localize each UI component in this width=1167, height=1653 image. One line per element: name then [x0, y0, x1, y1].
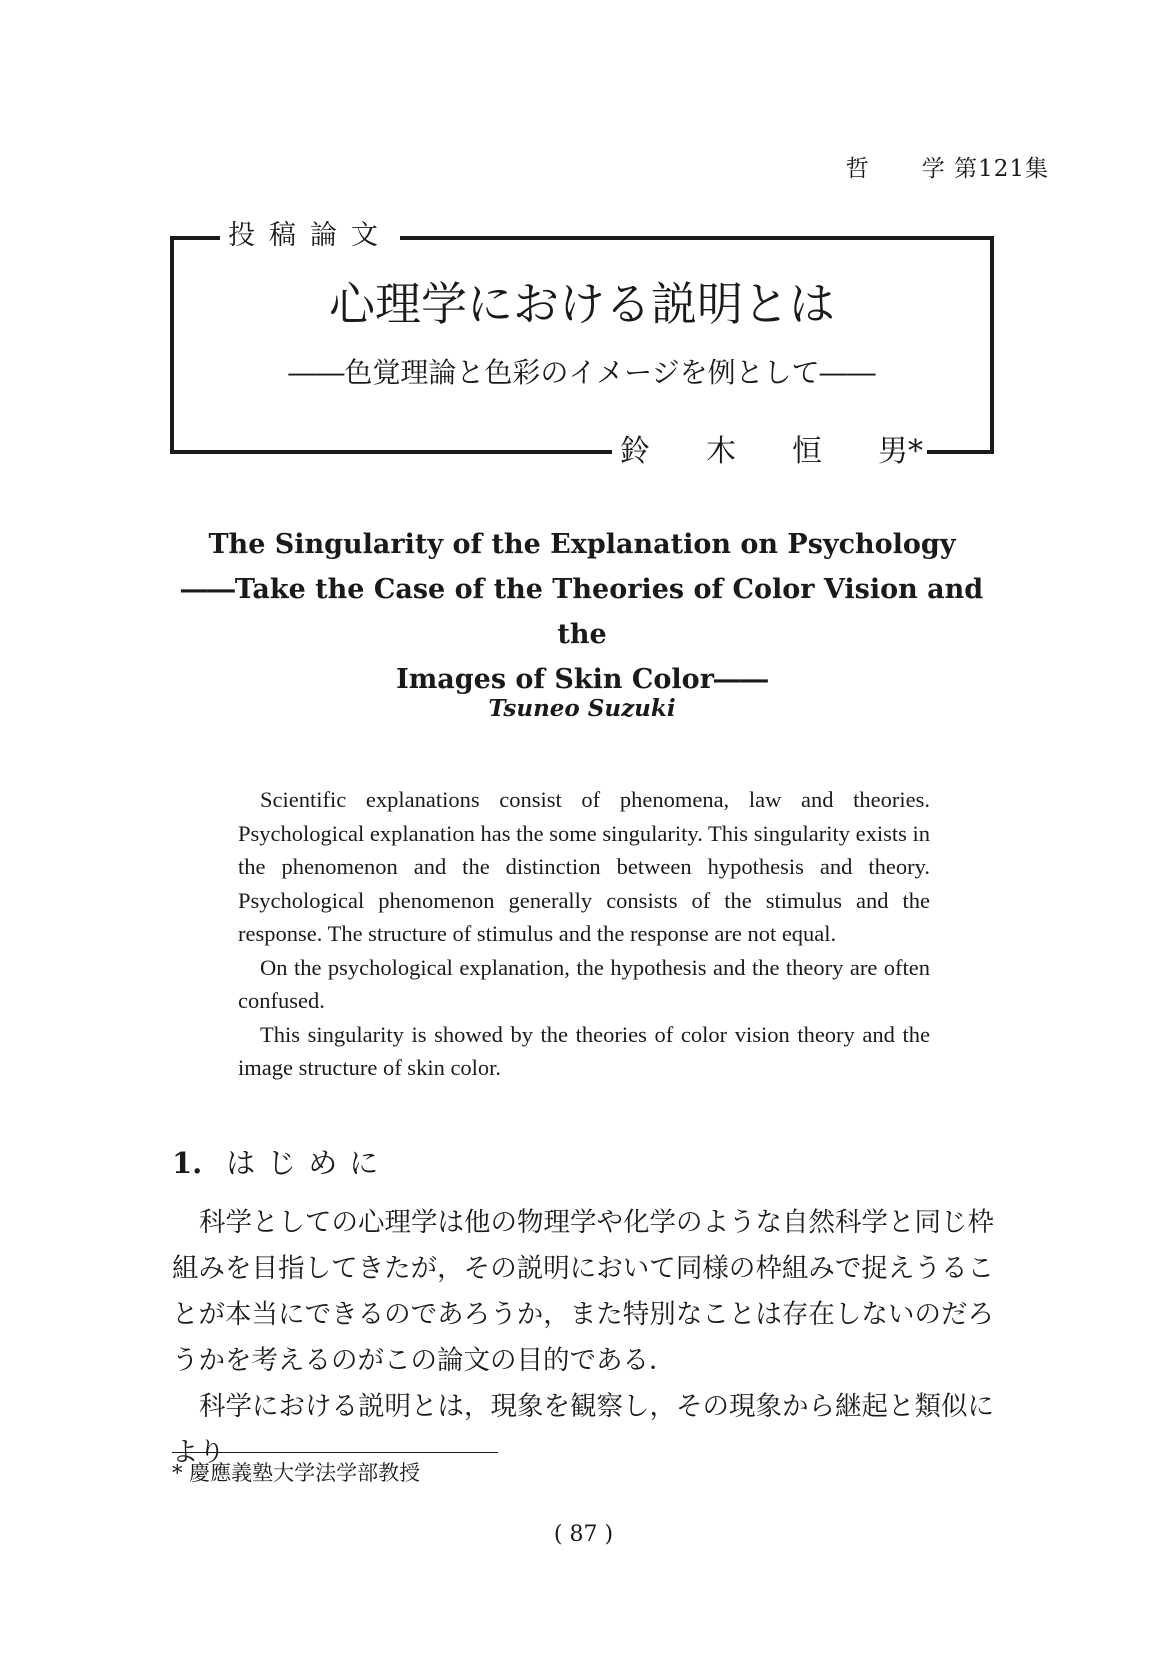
- english-title: [160, 522, 1004, 702]
- japanese-subtitle: ――色覚理論と色彩のイメージを例として――: [288, 356, 876, 389]
- english-title-line-2: ――Take the Case of the Theories of Color Vision and the: [180, 574, 984, 650]
- abstract-paragraph-1: Scientific explanations consist of phenomena, law and theories. Psychological explanation has the some singularity. This singularity exists in the phenomenon and the distinction between hypothesis and theory. Psychological phenomenon generally consists of the stimulus and the response. The structure of stimulus and the response are not equal.: [238, 787, 930, 946]
- article-category: 投稿論文: [220, 217, 400, 255]
- journal-header: [846, 150, 1049, 183]
- body-paragraph-2: 科学における説明とは，現象を観察し，その現象から継起と類似により: [172, 1391, 994, 1468]
- abstract-paragraph-2: On the psychological explanation, the hypothesis and the theory are often confused.: [238, 954, 930, 1013]
- author-char-2: 木: [706, 434, 736, 469]
- author-char-3: 恒: [792, 434, 822, 469]
- title-frame: [170, 236, 994, 454]
- journal-name-char-2: 学: [921, 156, 946, 182]
- english-author: Tsuneo Suzuki: [488, 695, 676, 722]
- japanese-title: 心理学における説明とは: [329, 277, 835, 331]
- english-title-line-1: The Singularity of the Explanation on Psychology: [208, 529, 956, 560]
- journal-volume: 第121集: [954, 156, 1049, 182]
- abstract-paragraph-3: This singularity is showed by the theories of color vision theory and the image structure of skin color.: [238, 1021, 930, 1080]
- journal-name-char-1: 哲: [845, 156, 870, 182]
- japanese-author: [612, 432, 927, 472]
- page-number: ( 87 ): [553, 1522, 614, 1547]
- abstract: [238, 783, 930, 1085]
- author-char-1: 鈴: [620, 434, 650, 469]
- section-title: はじめに: [226, 1146, 391, 1180]
- section-heading: [172, 1143, 390, 1183]
- body-paragraph-1: 科学としての心理学は他の物理学や化学のような自然科学と同じ枠組みを目指してきたが，その説明において同様の枠組みで捉えうることが本当にできるのであろうか，また特別なことは存在しないのだろうかを考えるのがこの論文の目的である．: [172, 1207, 994, 1376]
- section-number: 1.: [172, 1146, 203, 1180]
- footnote: * 慶應義塾大学法学部教授: [172, 1461, 421, 1485]
- body-text: [172, 1200, 994, 1476]
- author-char-4: 男*: [878, 434, 923, 469]
- footnote-divider: [172, 1452, 498, 1453]
- english-title-line-3: Images of Skin Color――: [396, 664, 768, 695]
